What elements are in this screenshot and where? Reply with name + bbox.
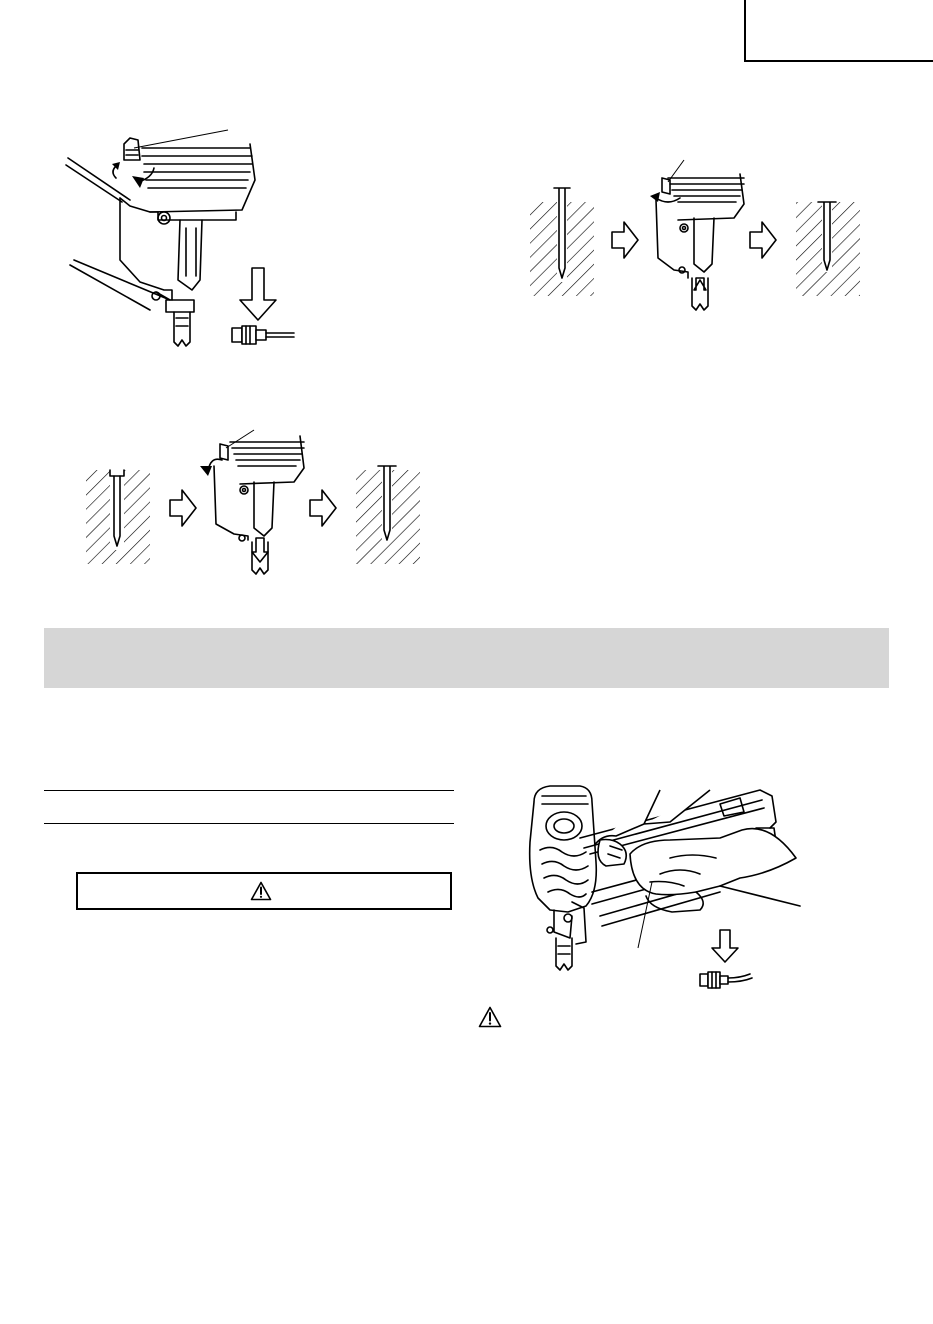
nailer-nose-icon [656, 174, 744, 310]
leader-line [134, 130, 228, 148]
figure-depth-decrease [84, 426, 424, 586]
leader-line [226, 430, 254, 448]
down-arrow-icon [240, 268, 276, 320]
nail-flush-icon [356, 466, 420, 564]
down-arrow-icon [712, 930, 738, 962]
caution-box [76, 872, 452, 910]
section-heading-band [44, 628, 889, 688]
figure-cleaning-magazine [520, 782, 810, 992]
nailer-nose-icon [214, 436, 304, 574]
nailer-nose-icon [66, 138, 255, 346]
hand-with-cloth-icon [594, 790, 800, 912]
nail-flush-icon [796, 202, 860, 296]
rotate-arrow-icon [112, 162, 154, 188]
air-plug-icon [700, 972, 752, 988]
nail-protruding-icon [530, 188, 594, 296]
subsection-top-rule [44, 790, 454, 791]
figure-depth-increase [528, 160, 868, 320]
warning-triangle-icon [478, 1006, 502, 1028]
right-arrow-icon [310, 490, 336, 526]
figure-adjuster-disconnect [60, 120, 320, 360]
rotate-arrow-icon [200, 459, 222, 476]
warning-triangle-icon [250, 881, 272, 901]
right-arrow-icon [612, 222, 638, 258]
air-plug-icon [232, 326, 294, 344]
subsection-bottom-rule [44, 823, 454, 824]
right-arrow-icon [750, 222, 776, 258]
right-arrow-icon [170, 490, 196, 526]
language-tab [744, 0, 933, 62]
nail-sunk-icon [86, 470, 150, 564]
